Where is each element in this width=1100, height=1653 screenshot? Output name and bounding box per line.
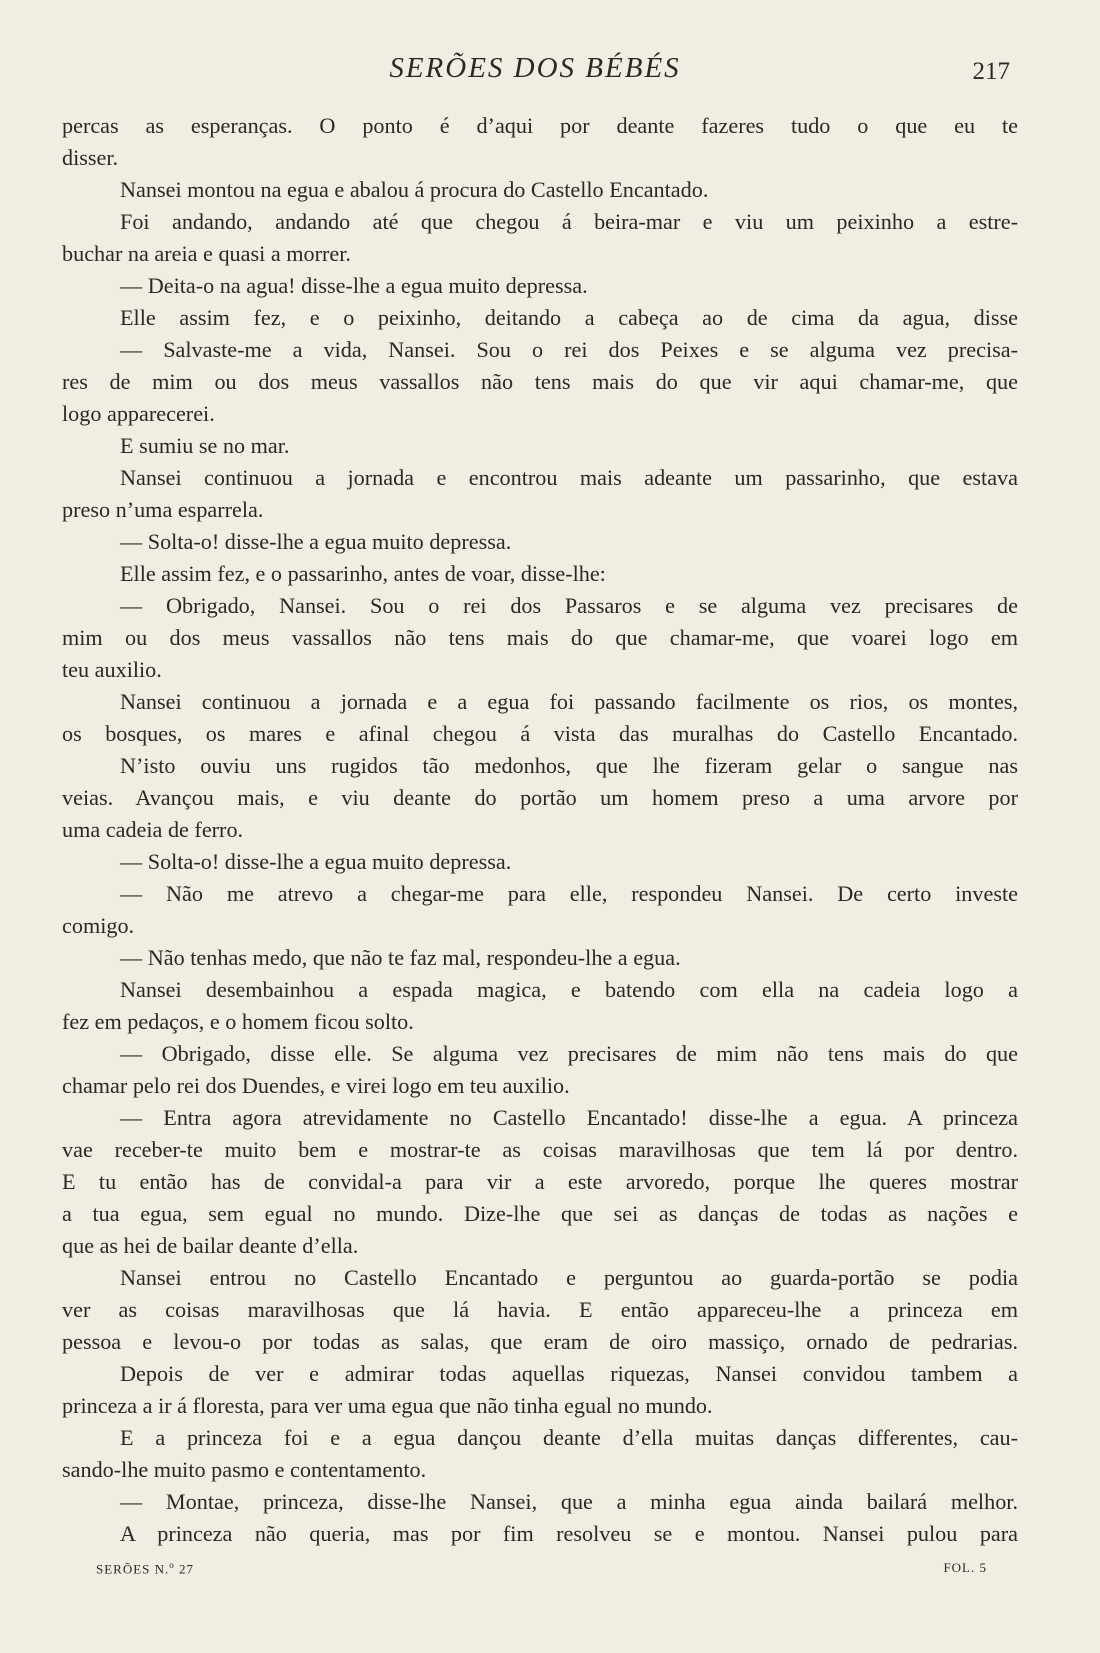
text-line: ver as coisas maravilhosas que lá havia. E então appareceu-lhe a princeza em [62,1297,1018,1322]
text-line: chamar pelo rei dos Duendes, e virei logo em teu auxilio. [62,1073,570,1098]
text-line: Nansei montou na egua e abalou á procura do Castello Encantado. [120,177,709,202]
text-line: uma cadeia de ferro. [62,817,244,842]
text-line: mim ou dos meus vassallos não tens mais do que chamar-me, que voarei logo em [62,625,1018,650]
text-line: — Obrigado, disse elle. Se alguma vez precisares de mim não tens mais do que [120,1041,1018,1066]
text-line: comigo. [62,913,135,938]
text-line: — Obrigado, Nansei. Sou o rei dos Passaros e se alguma vez precisares de [120,593,1018,618]
text-line: percas as esperanças. O ponto é d’aqui por deante fazeres tudo o que eu te [62,113,1018,138]
text-line: veias. Avançou mais, e viu deante do portão um homem preso a uma arvore por [62,785,1018,810]
text-line: que as hei de bailar deante d’ella. [62,1233,359,1258]
page-number: 217 [972,58,1010,85]
text-line: A princeza não queria, mas por fim resolveu se e montou. Nansei pulou para [120,1521,1018,1546]
text-line: — Entra agora atrevidamente no Castello Encantado! disse-lhe a egua. A princeza [120,1105,1018,1130]
text-line: res de mim ou dos meus vassallos não tens mais do que vir aqui chamar-me, que [62,369,1018,394]
text-line: E tu então has de convidal-a para vir a este arvoredo, porque lhe queres mostrar [62,1169,1018,1194]
printer-signature [96,1560,194,1577]
text-line: Nansei desembainhou a espada magica, e batendo com ella na cadeia logo a [120,977,1018,1002]
signature-number: 27 [179,1561,195,1577]
text-line: — Salvaste-me a vida, Nansei. Sou o rei dos Peixes e se alguma vez precisa- [120,337,1018,362]
body-text [62,110,1018,1550]
text-line: vae receber-te muito bem e mostrar-te as coisas maravilhosas que tem lá por dentro. [62,1137,1018,1162]
page-footer [96,1560,987,1584]
text-line: — Deita-o na agua! disse-lhe a egua muito depressa. [120,273,588,298]
text-line: a tua egua, sem egual no mundo. Dize-lhe que sei as danças de todas as nações e [62,1201,1018,1226]
text-line: Depois de ver e admirar todas aquellas riquezas, Nansei convidou tambem a [120,1361,1018,1386]
text-line: preso n’uma esparrela. [62,497,264,522]
text-line: Foi andando, andando até que chegou á beira-mar e viu um peixinho a estre- [120,209,1018,234]
text-line: Elle assim fez, e o passarinho, antes de voar, disse-lhe: [120,561,606,586]
text-line: — Não me atrevo a chegar-me para elle, respondeu Nansei. De certo investe [120,881,1018,906]
text-line: teu auxilio. [62,657,162,682]
text-line: os bosques, os mares e afinal chegou á vista das muralhas do Castello Encantado. [62,721,1018,746]
text-line: fez em pedaços, e o homem ficou solto. [62,1009,414,1034]
text-line: E a princeza foi e a egua dançou deante d’ella muitas danças differentes, cau- [120,1425,1018,1450]
text-line: — Solta-o! disse-lhe a egua muito depressa. [120,849,512,874]
text-line: E sumiu se no mar. [120,433,290,458]
text-line: — Não tenhas medo, que não te faz mal, respondeu-lhe a egua. [120,945,681,970]
text-line: N’isto ouviu uns rugidos tão medonhos, que lhe fizeram gelar o sangue nas [120,753,1018,778]
text-line: Nansei continuou a jornada e a egua foi passando facilmente os rios, os montes, [120,689,1018,714]
running-header [60,52,1010,92]
text-line: pessoa e levou-o por todas as salas, que eram de oiro massiço, ornado de pedrarias. [62,1329,1018,1354]
text-line: sando-lhe muito pasmo e contentamento. [62,1457,427,1482]
text-line: disser. [62,145,119,170]
text-line: buchar na areia e quasi a morrer. [62,241,351,266]
text-line: — Solta-o! disse-lhe a egua muito depressa. [120,529,512,554]
signature-label: SERÕES N. [96,1561,170,1577]
text-line: logo apparecerei. [62,401,215,426]
text-line: Elle assim fez, e o peixinho, deitando a cabeça ao de cima da agua, disse [120,305,1018,330]
folio-mark: FOL. 5 [943,1560,987,1575]
text-line: — Montae, princeza, disse-lhe Nansei, que a minha egua ainda bailará melhor. [120,1489,1018,1514]
text-line: princeza a ir á floresta, para ver uma egua que não tinha egual no mundo. [62,1393,713,1418]
signature-superscript: o [169,1560,175,1570]
text-line: Nansei continuou a jornada e encontrou mais adeante um passarinho, que estava [120,465,1018,490]
text-line: Nansei entrou no Castello Encantado e perguntou ao guarda-portão se podia [120,1265,1018,1290]
page-title: SERÕES DOS BÉBÉS [389,52,681,84]
